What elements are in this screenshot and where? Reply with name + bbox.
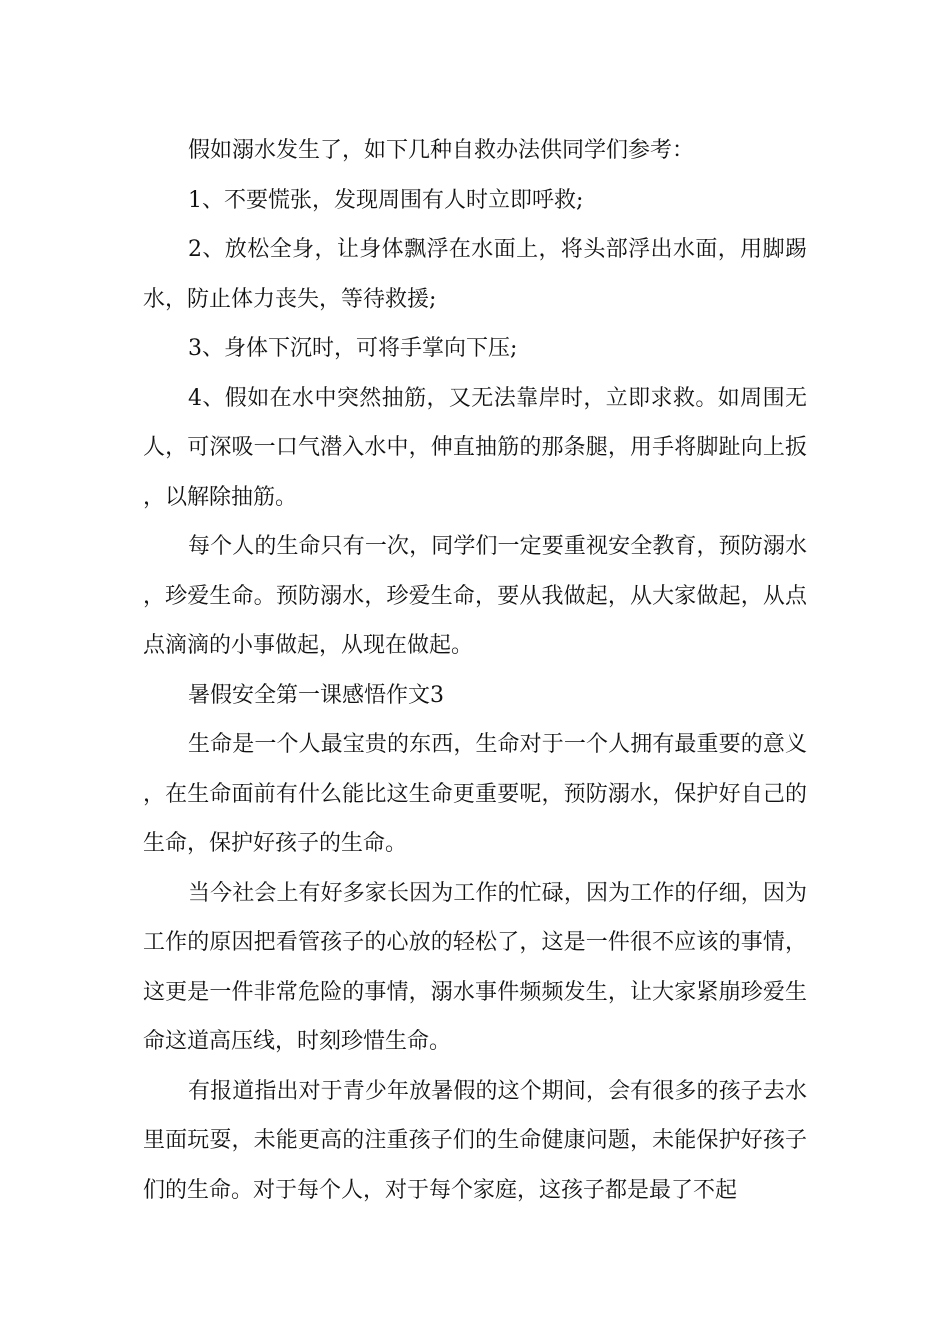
paragraph-section-3: 有报道指出对于青少年放暑假的这个期间，会有很多的孩子去水里面玩耍，未能更高的注重孩子们的生命健康问题，未能保护好孩子们的生命。对于每个人，对于每个家庭，这孩子都是最了不起 — [143, 1078, 807, 1203]
paragraph-tip-1: 1、不要慌张，发现周围有人时立即呼救; — [188, 187, 584, 213]
paragraph-tip-3: 3、身体下沉时，可将手掌向下压; — [188, 336, 518, 361]
section-heading: 暑假安全第一课感悟作文3 — [188, 682, 444, 708]
paragraph-intro: 假如溺水发生了，如下几种自救办法供同学们参考： — [188, 138, 695, 163]
paragraph-tip-2: 2、放松全身，让身体飘浮在水面上，将头部浮出水面，用脚踢水，防止体力丧失，等待救援; — [143, 237, 807, 312]
paragraph-section-2: 当今社会上有好多家长因为工作的忙碌，因为工作的仔细，因为工作的原因把看管孩子的心放的轻松了，这是一件很不应该的事情，这更是一件非常危险的事情，溺水事件频频发生，让大家紧崩珍爱生命这道高压线，时刻珍惜生命。 — [143, 880, 807, 1054]
paragraph-tip-4: 4、假如在水中突然抽筋，又无法靠岸时，立即求救。如周围无人，可深吸一口气潜入水中，伸直抽筋的那条腿，用手将脚趾向上扳，以解除抽筋。 — [143, 385, 807, 510]
document-body — [143, 126, 807, 1215]
paragraph-section-1: 生命是一个人最宝贵的东西，生命对于一个人拥有最重要的意义，在生命面前有什么能比这生命更重要呢，预防溺水，保护好自己的生命，保护好孩子的生命。 — [143, 732, 807, 856]
paragraph-conclusion: 每个人的生命只有一次，同学们一定要重视安全教育，预防溺水，珍爱生命。预防溺水，珍爱生命，要从我做起，从大家做起，从点点滴滴的小事做起，从现在做起。 — [143, 534, 807, 658]
